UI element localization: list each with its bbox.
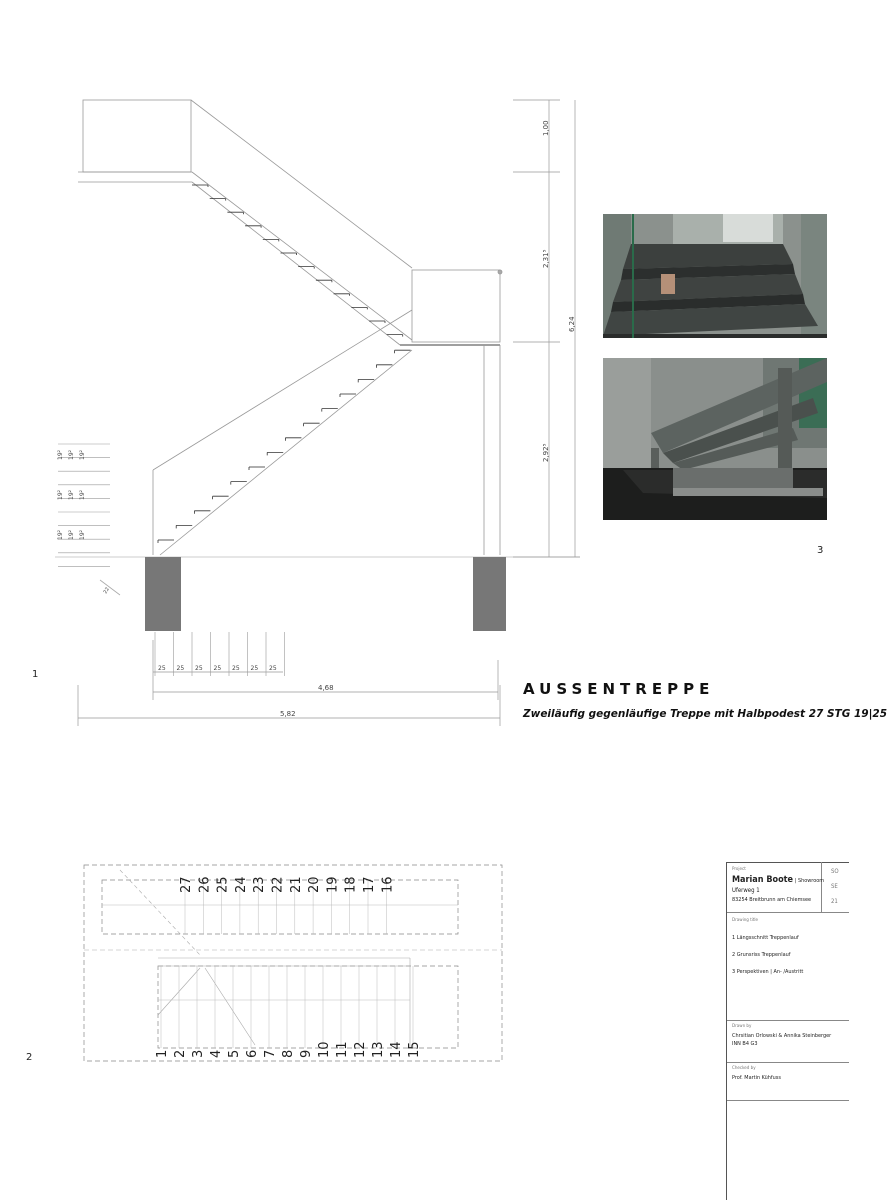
upper-railing	[83, 100, 191, 172]
tb-drawing-2: 2 Grunsriss Treppenlauf	[732, 952, 791, 958]
riser-dim-label: 19²	[79, 529, 86, 540]
foundation-right	[473, 557, 506, 631]
tb-project-name: Marian Boote	[732, 875, 793, 885]
dim-small: 22	[102, 586, 111, 595]
plan-step-number: 14	[389, 1041, 404, 1058]
plan-step-number: 21	[288, 876, 304, 893]
dim-6-24: 6,24	[568, 316, 576, 332]
tb-drawing-3: 3 Perspektiven | An- /Austritt	[732, 969, 804, 975]
plan-step-number: 10	[317, 1041, 332, 1058]
sheet-number-3: 3	[817, 545, 824, 556]
perspective-render-bottom	[603, 358, 827, 520]
plan-step-number: 17	[362, 876, 377, 893]
tb-drawing-title-label: Drawing title	[732, 918, 759, 923]
riser-dim-label: 19²	[79, 489, 86, 500]
plan-step-number: 20	[307, 876, 323, 893]
tb-address2: 83254 Breitbrunn am Chiemsee	[732, 897, 812, 903]
drawing-title: AUSSENTREPPE	[523, 680, 715, 698]
plan-step-number: 24	[233, 876, 249, 893]
tread-dim-label: 25	[232, 665, 240, 672]
plan-step-number: 7	[263, 1049, 278, 1058]
plan-step-number: 12	[353, 1041, 368, 1058]
plan-step-number: 8	[281, 1049, 296, 1058]
tread-dim-label: 25	[176, 665, 185, 672]
plan-step-number: 22	[270, 876, 286, 893]
tb-project-label: Project	[732, 867, 746, 872]
perspective-render-top	[603, 214, 827, 338]
plan-step-number: 19	[325, 876, 341, 893]
tread-dim-label: 25	[269, 665, 277, 672]
tread-dim-label: 25	[250, 665, 259, 672]
plan-outline	[84, 865, 502, 1061]
riser-dim-label: 19²	[57, 529, 64, 540]
dim-1-00: 1,00	[542, 120, 550, 136]
dim-2-92: 2,92⁵	[542, 443, 550, 462]
tb-checked-by: Prof. Martin Kühfuss	[732, 1075, 781, 1081]
riser-dim-label: 19²	[68, 449, 75, 460]
riser-dim-label: 19²	[79, 449, 86, 460]
sheet-number-1: 1	[32, 669, 39, 680]
dim-5-82: 5,82	[280, 710, 296, 718]
plan-step-number: 11	[335, 1041, 350, 1058]
plan-step-number: 16	[380, 876, 396, 893]
foundation-left	[145, 557, 181, 631]
riser-dim-label: 19²	[57, 489, 64, 500]
plan-step-number: 13	[371, 1041, 386, 1058]
dim-4-68: 4,68	[318, 684, 334, 692]
riser-dim-label: 19²	[68, 529, 75, 540]
tb-project-extra: | Showroom	[794, 878, 825, 884]
plan-step-number: 4	[209, 1049, 224, 1058]
tread-dim-label: 25	[213, 665, 222, 672]
plan-step-number: 9	[299, 1049, 314, 1058]
tb-term-so: SO	[831, 868, 839, 875]
riser-dim-label: 19²	[57, 449, 64, 460]
plan-step-number: 26	[197, 876, 213, 893]
plan-step-number: 6	[245, 1049, 260, 1058]
drawing-subtitle: Zweiläufig gegenläufige Treppe mit Halbpodest 27 STG 19|25	[523, 708, 887, 720]
dim-2-31: 2,31⁵	[542, 249, 550, 268]
tb-project-name-line	[732, 876, 824, 885]
plan-step-number: 1	[155, 1049, 170, 1058]
riser-dim-label: 19²	[68, 489, 75, 500]
plan-step-number: 5	[227, 1049, 242, 1058]
tread-dim-label: 25	[158, 665, 166, 672]
plan-step-number: 27	[179, 876, 194, 893]
tb-drawing-1: 1 Längsschnitt Treppenlauf	[732, 935, 799, 941]
plan-step-number: 18	[343, 876, 359, 893]
plan-step-number: 15	[407, 1041, 422, 1058]
tread-dim-label: 25	[195, 665, 203, 672]
tb-drawn-by-group: INN B4 G3	[732, 1041, 758, 1047]
tb-drawn-by: Chrsitian Orlowski & Annika Steinberger	[732, 1033, 832, 1039]
tb-term-21: 21	[831, 898, 838, 905]
tb-checked-by-label: Checked by	[732, 1066, 756, 1071]
tb-drawn-by-label: Drawn by	[732, 1024, 752, 1029]
sheet-number-2: 2	[26, 1052, 33, 1063]
mid-landing-railing	[412, 270, 500, 342]
tb-address1: Uferweg 1	[732, 887, 760, 894]
plan-step-number: 23	[252, 876, 268, 893]
tb-project	[727, 862, 849, 863]
plan-step-number: 25	[215, 876, 231, 893]
plan-step-number: 3	[191, 1049, 206, 1058]
title-block	[726, 862, 849, 1200]
tb-term-se: SE	[831, 883, 838, 890]
plan-step-number: 2	[173, 1049, 188, 1058]
